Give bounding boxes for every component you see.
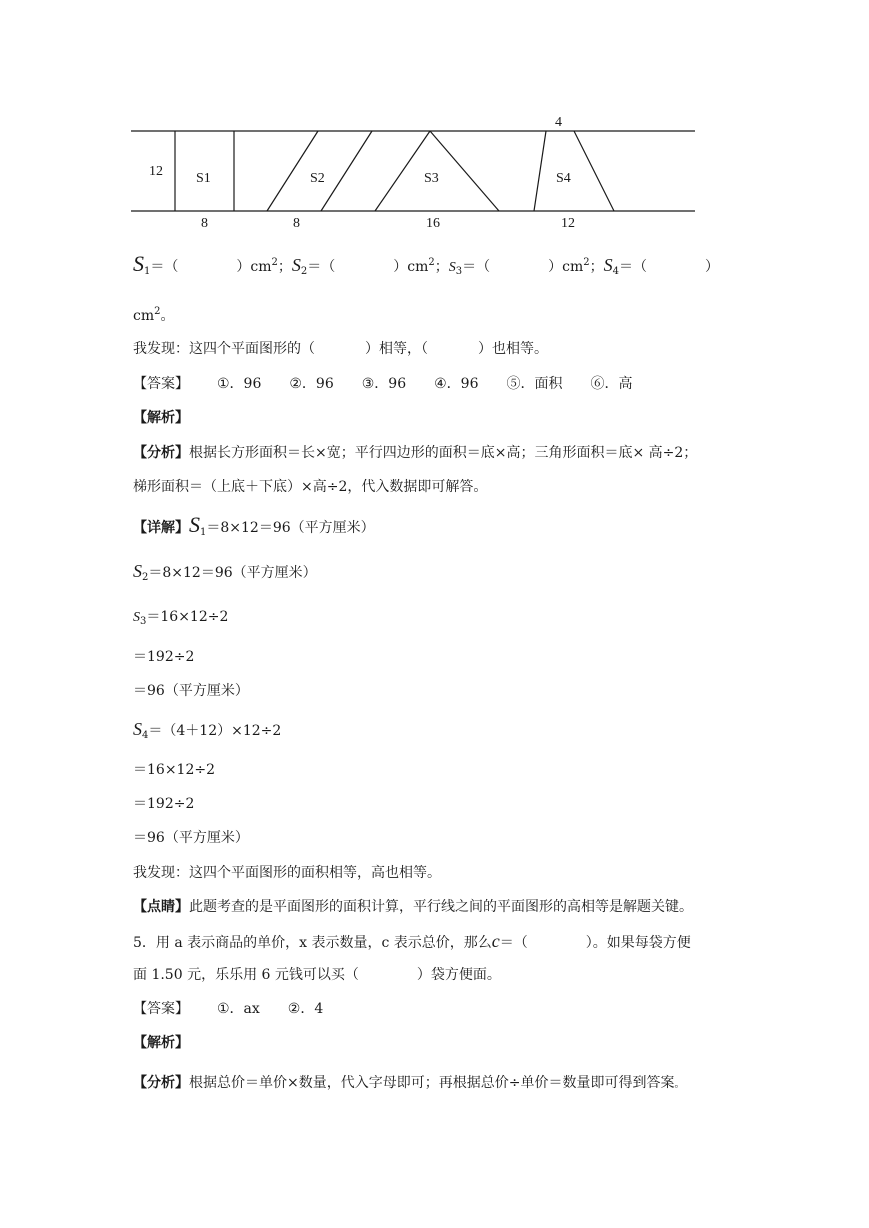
detail-s1: 【详解】$S_1=8\times 12=96$（平方厘米） [133,512,375,538]
answer-6: ⑥．高 [590,376,633,392]
q4-conclusion: 我发现：这四个平面图形的面积相等，高也相等。 [133,865,441,881]
detail-s4-step4: ＝96（平方厘米） [133,830,249,846]
answer-tag: 【答案】 [133,1001,189,1017]
base-label-s1: 8 [201,216,208,231]
shape-label-s4: S4 [556,171,571,186]
answer-2: ②．96 [289,376,334,392]
q4-discover-line: 我发现：这四个平面图形的（ ）相等，（ ）也相等。 [133,341,548,357]
answer-1: ①．96 [217,376,262,392]
detail-s4-step2: ＝16×12÷2 [133,762,215,778]
shape-label-s1: S1 [196,171,211,186]
detail-s2: $S_2=8\times 12=96$（平方厘米） [133,561,317,583]
q4-analysis-tag: 【解析】 [133,410,189,426]
base-label-s4: 12 [561,216,575,231]
q5-line-2: 面 1.50 元，乐乐用 6 元钱可以买（ ）袋方便面。 [133,967,501,983]
q4-dianjing: 【点睛】此题考查的是平面图形的面积计算，平行线之间的平面图形的高相等是解题关键。 [133,899,693,915]
height-label: 12 [149,164,163,179]
answer-3: ③．96 [361,376,407,392]
q4-blanks-line: $S_1=$（ ）$cm^2$；$S_2=$（ ）$cm^2$；$S_3=$（ ）$cm^2$；$S_4=$（ ） [133,251,719,277]
shape-label-s3: S3 [424,171,439,186]
base-label-s3: 16 [426,216,440,231]
q4-analysis-line-2: 梯形面积＝（上底＋下底）×高÷2，代入数据即可解答。 [133,479,488,495]
q5-answer-line [133,999,323,1019]
shape-label-s2: S2 [310,171,325,186]
detail-s3: $S_3=16\times 12\div 2$ [133,609,229,627]
answer-1: ①．ax [217,1001,260,1017]
q4-unit-line: $cm^2$。 [133,306,175,324]
q5-analysis-line: 【分析】根据总价＝单价×数量，代入字母即可；再根据总价÷单价＝数量即可得到答案。 [133,1075,685,1091]
q4-answer-line [133,374,633,394]
detail-s3-step2: ＝192÷2 [133,649,195,665]
q5-analysis-tag: 【解析】 [133,1035,189,1051]
base-label-s2: 8 [293,216,300,231]
q4-analysis-line-1: 【分析】根据长方形面积＝长×宽；平行四边形的面积＝底×高；三角形面积＝底× 高÷2； [133,445,698,461]
answer-5: ⑤．面积 [506,376,563,392]
detail-s3-step3: ＝96（平方厘米） [133,683,249,699]
detail-s4: $S_4=(4+12)\times 12\div 2$ [133,719,282,741]
q5-line-1: 5．用 a 表示商品的单价，x 表示数量，c 表示总价，那么c＝（ ）。如果每袋方便 [133,931,691,951]
answer-2: ②．4 [287,1001,324,1017]
top-label-s4: 4 [555,115,562,130]
detail-s4-step3: ＝192÷2 [133,796,195,812]
answer-4: ④．96 [434,376,479,392]
geometry-figure [128,110,708,235]
answer-tag: 【答案】 [133,376,189,392]
